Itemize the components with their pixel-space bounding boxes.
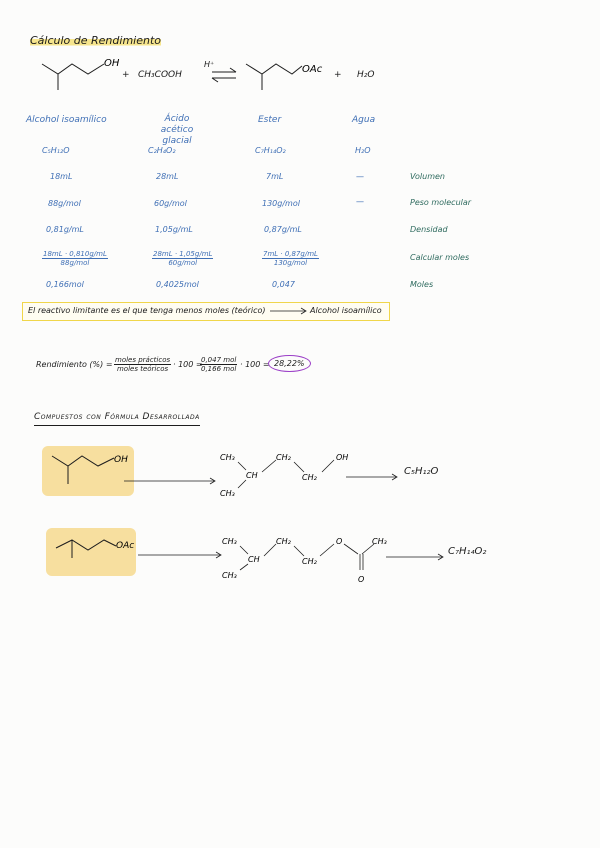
- mol2-arrow: [136, 550, 224, 560]
- plus-sign-2: +: [334, 70, 342, 80]
- cell-acetic-mass: 60g/mol: [154, 199, 187, 208]
- cell-alcohol-moles: 0,166mol: [46, 280, 84, 289]
- reverse-arrowhead: [212, 78, 218, 82]
- ester-oac-label: OAc: [302, 64, 323, 75]
- yield-times-1: · 100 =: [173, 360, 203, 369]
- water-formula: H₂O: [357, 70, 375, 80]
- mol1-expanded: [218, 446, 358, 500]
- yield-label: Rendimiento (%) =: [36, 360, 113, 369]
- limiting-result: Alcohol isoamílico: [310, 306, 382, 315]
- header-alcohol: Alcohol isoamílico: [26, 115, 107, 125]
- cell-alcohol-density: 0,81g/mL: [46, 225, 84, 234]
- section2-title: Compuestos con Fórmula Desarrollada: [34, 412, 200, 426]
- calc-acetic: [152, 250, 213, 267]
- cell-acetic-volume: 28mL: [156, 172, 179, 181]
- mol2-formula: C₇H₁₄O₂: [448, 546, 487, 557]
- yield-fraction: [114, 356, 171, 373]
- cell-ester-moles: 0,047: [272, 280, 295, 289]
- yield-values-fraction: [200, 356, 237, 373]
- calc-acetic-den: 60g/mol: [168, 259, 198, 267]
- cell-alcohol-volume: 18mL: [50, 172, 73, 181]
- cell-ester-density: 0,87g/mL: [264, 225, 302, 234]
- cell-ester-mass: 130g/mol: [262, 199, 300, 208]
- limiting-text: El reactivo limitante es el que tenga menos moles (teórico): [28, 306, 266, 315]
- mol2-ch3-top: CH₃: [222, 537, 237, 546]
- yield-frac-num: moles prácticos: [115, 356, 171, 364]
- row-label-volume: Volumen: [410, 172, 445, 181]
- yield-result: 28,22%: [268, 355, 311, 372]
- cell-water-formula: H₂O: [355, 146, 371, 155]
- row-label-molar-mass: Peso molecular: [410, 198, 472, 207]
- calc-ester-num: 7mL · 0,87g/mL: [263, 250, 318, 258]
- mol2-ch: CH: [248, 555, 260, 564]
- header-ester: Ester: [258, 115, 282, 125]
- cell-water-volume: —: [356, 172, 364, 181]
- mol2-o-double: O: [358, 575, 365, 584]
- yield-times-2: · 100 =: [240, 360, 270, 369]
- yield-frac-den: moles teóricos: [116, 365, 169, 373]
- cell-alcohol-mass: 88g/mol: [48, 199, 81, 208]
- cell-acetic-density: 1,05g/mL: [155, 225, 193, 234]
- limiting-reagent-box: [22, 302, 390, 321]
- mol2-ch2-a: CH₂: [276, 537, 291, 546]
- mol1-skeletal: [42, 446, 134, 496]
- calc-acetic-num: 28mL · 1,05g/mL: [153, 250, 213, 258]
- mol2-o: O: [336, 537, 343, 546]
- mol1-arrow: [122, 476, 218, 486]
- acetic-acid-formula: CH₃COOH: [138, 70, 182, 80]
- mol1-ch3-top: CH₃: [220, 453, 235, 462]
- cell-acetic-formula: C₂H₄O₂: [148, 146, 176, 155]
- calc-alcohol-den: 88g/mol: [60, 259, 90, 267]
- header-acetic: Ácido acético glacial: [160, 114, 194, 146]
- cell-ester-volume: 7mL: [266, 172, 284, 181]
- forward-arrowhead: [230, 68, 236, 72]
- mol1-arrow-2: [344, 472, 400, 482]
- calc-ester-den: 130g/mol: [273, 259, 308, 267]
- mol2-expanded: [220, 530, 390, 586]
- yield-val-num: 0,047 mol: [201, 356, 237, 364]
- calc-alcohol-num: 18mL · 0,810g/mL: [43, 250, 107, 258]
- ester-skeleton: [246, 64, 302, 74]
- cell-ester-formula: C₇H₁₄O₂: [255, 146, 286, 155]
- mol1-ch2-a: CH₂: [276, 453, 291, 462]
- header-water: Agua: [352, 115, 376, 125]
- mol2-skeletal: [46, 528, 136, 576]
- mol2-oac: OAc: [116, 541, 135, 551]
- cell-alcohol-formula: C₅H₁₂O: [42, 146, 70, 155]
- cell-acetic-moles: 0,4025mol: [156, 280, 199, 289]
- mol1-ch3-bot: CH₃: [220, 489, 235, 498]
- alcohol-skeleton: [42, 64, 104, 74]
- mol1-ch: CH: [246, 471, 258, 480]
- row-label-calc-moles: Calcular moles: [410, 253, 470, 262]
- row-label-moles: Moles: [410, 280, 434, 289]
- row-label-density: Densidad: [410, 225, 448, 234]
- yield-val-den: 0,166 mol: [201, 365, 237, 373]
- mol1-skeletal-highlight: [42, 446, 134, 496]
- mol2-ch3-end: CH₃: [372, 537, 387, 546]
- mol2-ch3-bot: CH₃: [222, 571, 237, 580]
- calc-ester: [262, 250, 319, 267]
- mol1-oh: OH: [114, 455, 128, 465]
- reaction-scheme: [40, 52, 400, 97]
- mol2-ch2-b: CH₂: [302, 557, 317, 566]
- mol2-arrow-2: [384, 552, 446, 562]
- catalyst-label: H⁺: [204, 60, 215, 69]
- mol1-formula: C₅H₁₂O: [404, 466, 439, 477]
- mol1-oh2: OH: [336, 453, 349, 462]
- cell-water-mass: —: [356, 197, 364, 206]
- mol2-skeletal-highlight: [46, 528, 136, 576]
- plus-sign-1: +: [122, 70, 130, 80]
- page-title: Cálculo de Rendimiento: [30, 34, 162, 47]
- calc-alcohol: [42, 250, 108, 267]
- alcohol-oh-label: OH: [104, 58, 120, 69]
- limiting-arrow: [269, 306, 309, 316]
- mol1-ch2-b: CH₂: [302, 473, 317, 482]
